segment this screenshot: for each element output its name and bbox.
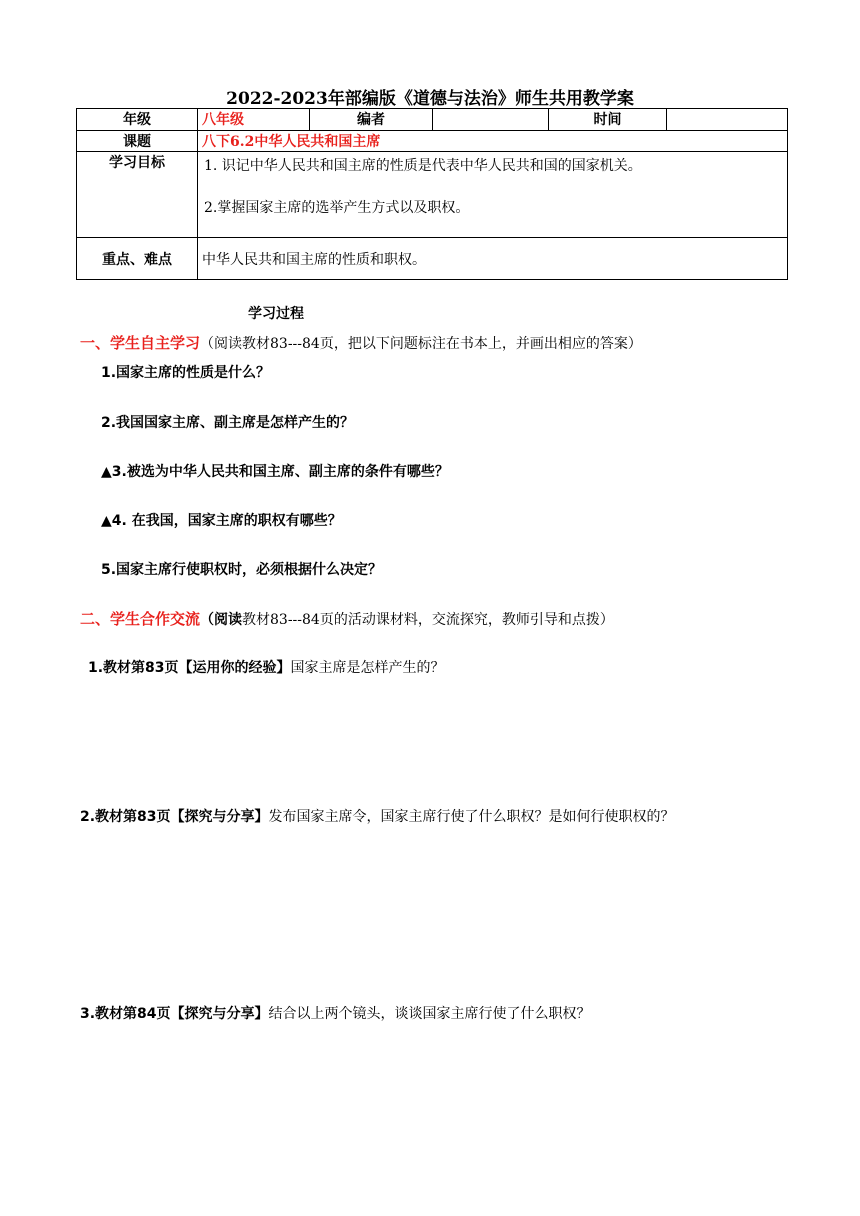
- process-title: 学习过程: [248, 306, 304, 322]
- goals-row: [77, 152, 788, 238]
- time-label: 时间: [549, 109, 667, 131]
- self-study-question: 5.国家主席行使职权时，必须根据什么决定？: [101, 562, 383, 578]
- editor-value: [433, 109, 549, 131]
- cooperation-item: [88, 657, 445, 677]
- section1-heading: 一、学生自主学习: [80, 334, 201, 352]
- cooperation-item-text: 国家主席是怎样产生的？: [290, 660, 445, 676]
- self-study-question: 1.国家主席的性质是什么？: [101, 365, 271, 381]
- self-study-question: ▲4. 在我国，国家主席的职权有哪些？: [101, 513, 342, 529]
- topic-label: 课题: [77, 131, 198, 152]
- self-study-question: ▲3.被选为中华人民共和国主席、副主席的条件有哪些？: [101, 464, 449, 480]
- section2-note-bold: （阅读: [200, 612, 243, 628]
- topic-value: 八下6.2中华人民共和国主席: [198, 131, 788, 152]
- topic-row: [77, 131, 788, 152]
- cooperation-item: [80, 1003, 591, 1023]
- section1-note: （阅读教材83---84页，把以下问题标注在书本上，并画出相应的答案）: [200, 336, 642, 352]
- goal-item: 2.掌握国家主席的选举产生方式以及职权。: [204, 200, 470, 216]
- goals-label: 学习目标: [77, 152, 198, 238]
- grade-row: [77, 109, 788, 131]
- key-label: 重点、难点: [77, 238, 198, 280]
- lesson-header-table: [76, 108, 788, 280]
- cooperation-item-ref: 3.教材第84页【探究与分享】: [80, 1006, 269, 1022]
- cooperation-item: [80, 803, 780, 831]
- cooperation-item-text: 结合以上两个镜头，谈谈国家主席行使了什么职权？: [268, 1006, 591, 1022]
- goal-item: 1. 识记中华人民共和国主席的性质是代表中华人民共和国的国家机关。: [204, 158, 642, 174]
- key-row: [77, 238, 788, 280]
- grade-label: 年级: [77, 109, 198, 131]
- cooperation-item-ref: 2.教材第83页【探究与分享】: [80, 809, 269, 825]
- grade-value: 八年级: [198, 109, 310, 131]
- cooperation-item-text: 发布国家主席令，国家主席行使了什么职权？是如何行使职权的？: [268, 809, 675, 825]
- self-study-question: 2.我国国家主席、副主席是怎样产生的？: [101, 415, 355, 431]
- goals-cell: [198, 152, 788, 238]
- editor-label: 编者: [310, 109, 433, 131]
- section2-note: 教材83---84页的活动课材料，交流探究，教师引导和点拨）: [242, 612, 614, 628]
- section2-heading: 二、学生合作交流: [80, 610, 201, 628]
- document-title: 2022-2023年部编版《道德与法治》师生共用教学案: [226, 89, 634, 109]
- section1-heading-line: [80, 332, 642, 353]
- section2-heading-line: [80, 608, 614, 629]
- key-value: 中华人民共和国主席的性质和职权。: [198, 238, 788, 280]
- cooperation-item-ref: 1.教材第83页【运用你的经验】: [88, 660, 291, 676]
- time-value: [667, 109, 788, 131]
